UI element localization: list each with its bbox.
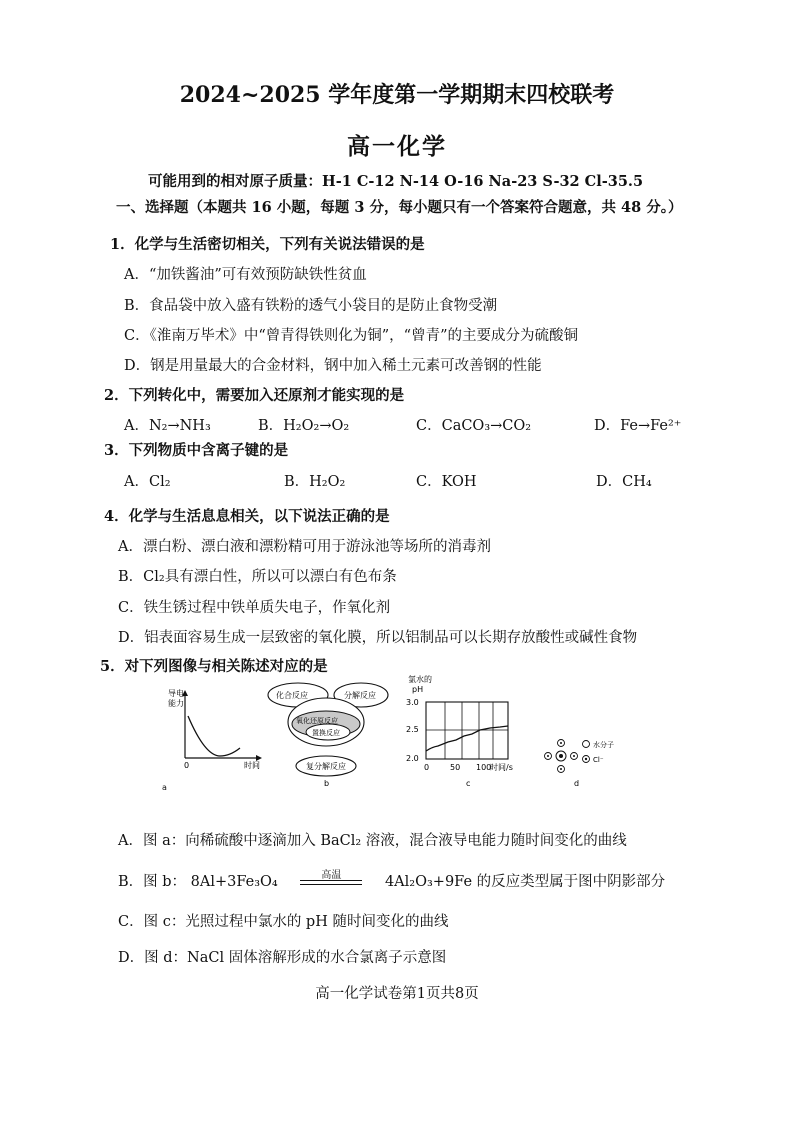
q5-option-c: C．图 c：光照过程中氯水的 pH 随时间变化的曲线 [118,914,449,930]
figure-b [262,680,390,788]
fig-b-decomposition-label: 分解反应 [344,691,376,700]
fig-b-redox-label: 氧化还原反应 [296,717,338,725]
water-molecule-icon [583,741,590,748]
fig-b-displacement-label: 置换反应 [312,729,340,737]
exam-title: 2024~2025 学年度第一学期期末四校联考 [179,82,615,108]
figure-d [540,730,620,790]
page-footer: 高一化学试卷第1页共8页 [315,986,479,1002]
fig-c-ytick-1: 2.5 [406,725,419,734]
q5-option-b-prefix: B．图 b： 8Al+3Fe₃O₄ [118,874,278,890]
q5-option-b-suffix: 4Al₂O₃+9Fe 的反应类型属于图中阴影部分 [384,874,666,890]
q2-option-b: B．H₂O₂→O₂ [258,418,350,434]
q3-option-d: D．CH₄ [596,474,652,490]
fig-a-origin: 0 [184,761,190,770]
fig-a-xlabel: 时间 [244,761,260,770]
fig-a-ylabel-1: 导电 [168,689,184,698]
q1-option-c: C．《淮南万毕术》中“曾青得铁则化为铜”，“曾青”的主要成分为硫酸铜 [124,328,578,344]
fig-c-ytick-0: 3.0 [406,698,419,707]
q1-option-d: D．钢是用量最大的合金材料，钢中加入稀土元素可改善钢的性能 [124,358,542,374]
fig-c-ylabel-2: pH [412,685,424,694]
q4-option-c: C．铁生锈过程中铁单质失电子，作氧化剂 [118,600,391,616]
q1-option-b: B．食品袋中放入盛有铁粉的透气小袋目的是防止食物受潮 [124,298,498,314]
q3-option-a: A．Cl₂ [124,474,171,490]
fig-c-ytick-2: 2.0 [406,754,419,763]
q2-option-a: A．N₂→NH₃ [124,418,211,434]
fig-b-caption: b [324,779,330,788]
fig-b-double-decomposition-label: 复分解反应 [306,762,346,771]
q2-stem: 2．下列转化中，需要加入还原剂才能实现的是 [104,387,405,404]
figure-a [160,686,270,780]
q1-option-a: A．“加铁酱油”可有效预防缺铁性贫血 [124,267,367,283]
q5-option-d: D．图 d：NaCl 固体溶解形成的水合氯离子示意图 [118,950,447,966]
reaction-condition: 高温 [321,869,342,881]
fig-d-ion-label: Cl⁻ [593,756,604,764]
atomic-masses: 可能用到的相对原子质量：H-1 C-12 N-14 O-16 Na-23 S-32 Cl-35.5 [148,173,644,190]
fig-a-caption: a [162,783,167,792]
q4-option-d: D．铝表面容易生成一层致密的氧化膜，所以铝制品可以长期存放酸性或碱性食物 [118,630,638,646]
fig-d-caption: d [574,779,580,788]
q4-stem: 4．化学与生活息息相关，以下说法正确的是 [104,508,390,525]
fig-b-combination-label: 化合反应 [276,691,308,700]
q2-option-d: D．Fe→Fe²⁺ [594,418,682,434]
fig-a-ylabel-2: 能力 [168,699,184,708]
fig-d-water-label: 水分子 [593,741,614,749]
q1-stem: 1．化学与生活密切相关，下列有关说法错误的是 [110,236,425,253]
exam-subtitle: 高一化学 [347,133,447,160]
q5-option-b [118,870,665,891]
fig-c-xlabel: 时间/s [490,763,513,772]
section-heading: 一、选择题（本题共 16 小题，每题 3 分，每小题只有一个答案符合题意，共 48 分。） [116,199,683,216]
q4-option-b: B．Cl₂具有漂白性，所以可以漂白有色布条 [118,569,397,585]
fig-c-xtick-1: 50 [450,763,461,772]
q2-option-c: C．CaCO₃→CO₂ [416,418,532,434]
q5-option-a: A．图 a：向稀硫酸中逐滴加入 BaCl₂ 溶液，混合液导电能力随时间变化的曲线 [118,833,627,849]
q5-stem: 5．对下列图像与相关陈述对应的是 [100,658,328,675]
fig-c-caption: c [466,779,471,788]
q4-option-a: A．漂白粉、漂白液和漂粉精可用于游泳池等场所的消毒剂 [118,539,491,555]
fig-c-xtick-2: 100 [476,763,492,772]
figure-c [400,672,520,790]
fig-c-ylabel-1: 氯水的 [408,675,432,684]
q3-option-b: B．H₂O₂ [284,474,346,490]
q3-option-c: C．KOH [416,474,477,490]
fig-c-xtick-0: 0 [424,763,430,772]
q3-stem: 3．下列物质中含离子键的是 [104,442,289,459]
reaction-condition-arrow [300,869,362,885]
